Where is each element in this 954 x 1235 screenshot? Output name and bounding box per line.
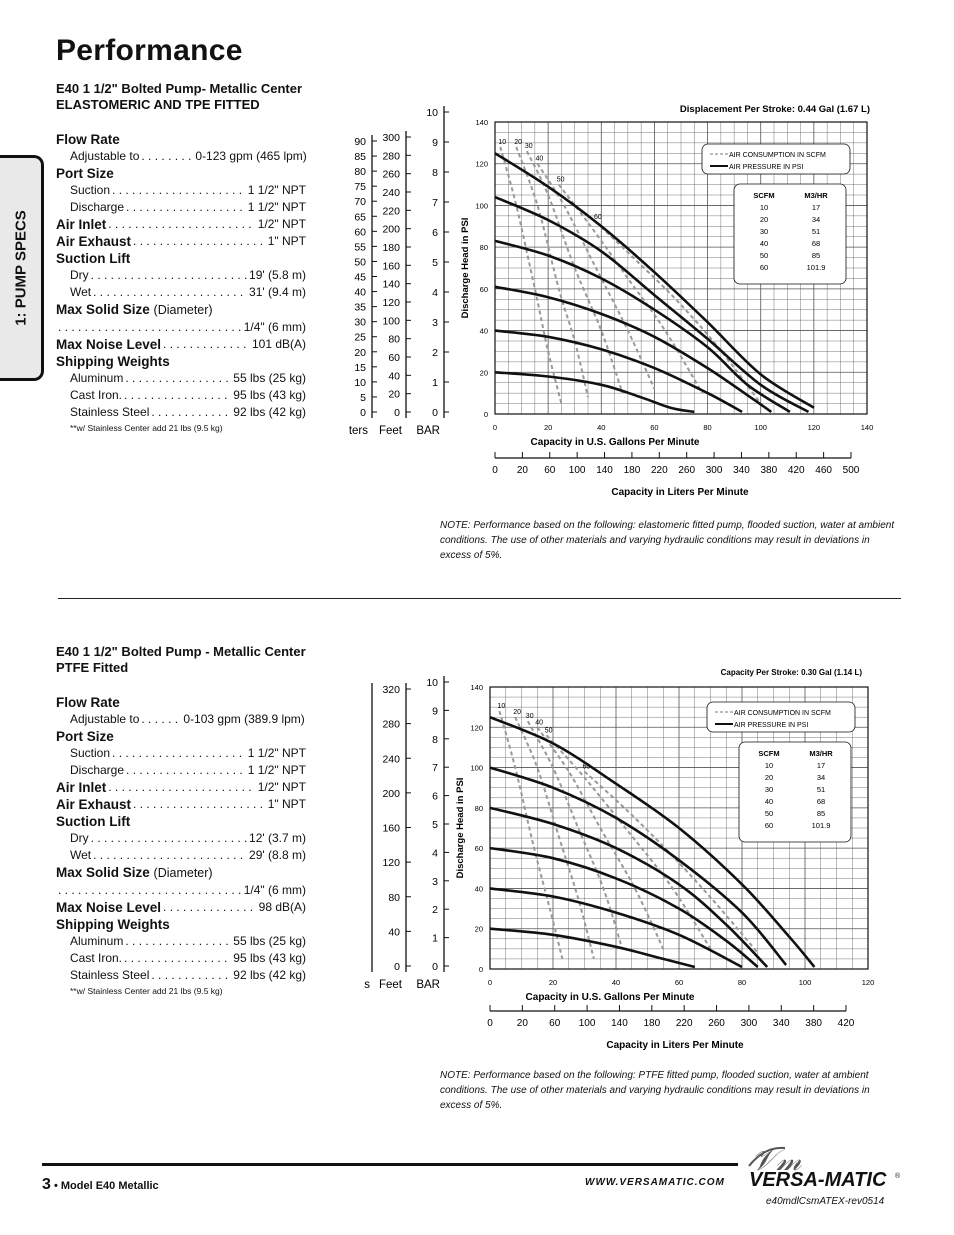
shipping-heading: Shipping Weights (56, 354, 170, 369)
unit-tick-label: 10 (426, 677, 438, 689)
unit-tick-label: 0 (394, 961, 400, 973)
air-curve-label: 20 (514, 139, 523, 147)
x-tick-label: 60 (650, 423, 659, 432)
unit-tick-label: 20 (388, 388, 400, 401)
table-header: M3/HR (804, 191, 828, 200)
unit-tick-label: 40 (388, 926, 400, 939)
unit-tick-label: 180 (382, 242, 400, 254)
unit-tick-label: 10 (354, 376, 366, 389)
liters-tick-label: 140 (611, 1018, 628, 1029)
spec-row: Air Inlet . . . 1/2" NPT (56, 216, 306, 233)
chart-title: Capacity Per Stroke: 0.30 Gal (1.14 L) (720, 668, 862, 677)
unit-tick-label: 200 (382, 787, 400, 800)
unit-tick-label: 260 (382, 168, 400, 181)
x-tick-label: 40 (611, 978, 621, 987)
unit-tick-label: 120 (382, 297, 400, 309)
port-size-heading: Port Size (56, 729, 114, 744)
spec-heading: E40 1 1/2" Bolted Pump- Metallic Center (56, 81, 303, 96)
table-cell: 40 (759, 239, 769, 248)
unit-tick-label: 30 (354, 316, 366, 329)
unit-tick-label: 280 (382, 718, 400, 731)
table-cell: 101.9 (811, 821, 831, 830)
unit-tick-label: 20 (354, 346, 366, 359)
spec-heading: E40 1 1/2" Bolted Pump - Metallic Center (56, 644, 306, 659)
spec-row: Cast Iron. . . . 95 lbs (43 kg) (56, 387, 306, 404)
table-cell: 34 (811, 215, 821, 224)
y-axis-label: Discharge Head in PSI (455, 777, 466, 879)
y-tick-label: 60 (479, 284, 488, 294)
spec-block-2: E40 1 1/2" Bolted Pump - Metallic Center PTFE Fitted Flow Rate Adjustable to . . . 0-103 gpm (389.9 lpm) Port Size Suction . . . 1 1/2" NPT Discharge . . . 1 1/2" NPT Air Inlet . . . 1/2" NPT Air Exhaust . . . 1" NPT Suction Lift Dry . . . 12' (3.7 m) Wet . . . 29' (8.8 m) Max Solid Size (Diameter) . . . 1/4" (6 mm) Max Noise Level . . . 98 dB(A) Shipping Weights Aluminum . . . 55 lbs (25 kg) Cast Iron. . . . 95 lbs (43 kg) Stainless Steel . . . 92 lbs (42 kg) **w/ Stainless Center add 21 lbs (9.5 kg) (56, 644, 306, 998)
table-cell: 68 (816, 797, 826, 806)
liters-tick-label: 180 (643, 1018, 661, 1029)
spec-row: Air Inlet . . . 1/2" NPT (56, 779, 306, 796)
y-tick-label: 80 (479, 243, 488, 253)
svg-text:VERSA-MATIC: VERSA-MATIC (749, 1169, 887, 1191)
unit-tick-label: 55 (354, 241, 366, 254)
unit-tick-label: 140 (382, 278, 400, 291)
unit-tick-label: 3 (432, 317, 438, 329)
spec-row: Stainless Steel . . . 92 lbs (42 kg) (56, 404, 306, 421)
unit-tick-label: 300 (382, 132, 400, 144)
spec-row: Dry . . . 12' (3.7 m) (56, 830, 306, 847)
unit-tick-label: 220 (382, 205, 400, 218)
section-tab (0, 155, 44, 381)
unit-tick-label: 8 (432, 167, 438, 179)
table-cell: 101.9 (806, 263, 826, 272)
liters-tick-label: 60 (549, 1018, 561, 1029)
air-curve-label: 30 (524, 143, 533, 151)
table-cell: 34 (816, 773, 826, 782)
air-consumption-curve (500, 147, 561, 404)
svg-text:®: ® (895, 1173, 901, 1180)
x-axis-label: Capacity in U.S. Gallons Per Minute (530, 437, 700, 448)
air-pressure-curve (495, 372, 694, 412)
unit-tick-label: 45 (354, 271, 366, 284)
x-tick-label: 140 (860, 423, 874, 432)
unit-tick-label: 160 (382, 822, 400, 835)
liters-tick-label: 100 (568, 465, 586, 476)
footer-page-number: 3 • Model E40 Metallic (42, 1176, 159, 1193)
liters-tick-label: 420 (837, 1018, 855, 1029)
unit-tick-label: 80 (388, 891, 400, 904)
unit-tick-label: 85 (354, 151, 366, 164)
unit-tick-label: 6 (432, 227, 438, 239)
spec-row: Air Exhaust . . . 1" NPT (56, 796, 306, 813)
unit-tick-label: 15 (354, 361, 366, 374)
unit-tick-label: 0 (432, 961, 438, 973)
liters-tick-label: 220 (650, 465, 668, 476)
x-tick-label: 120 (861, 978, 875, 987)
flow-rate-heading: Flow Rate (56, 132, 120, 147)
air-curve-label: 50 (556, 176, 565, 184)
unit-tick-label: 320 (382, 684, 400, 696)
spec-row: Dry . . . 19' (5.8 m) (56, 267, 306, 284)
performance-chart-1 (330, 100, 890, 510)
unit-tick-label: 9 (432, 137, 438, 149)
port-size-heading: Port Size (56, 166, 114, 181)
spec-row: Wet . . . 31' (9.4 m) (56, 284, 306, 301)
unit-tick-label: 8 (432, 733, 438, 746)
liters-tick-label: 60 (544, 465, 556, 476)
y-tick-label: 0 (483, 410, 488, 419)
unit-tick-label: 25 (354, 331, 366, 344)
unit-tick-label: 160 (382, 260, 400, 273)
table-cell: 30 (764, 785, 774, 794)
liters-tick-label: 500 (842, 465, 860, 476)
table-cell: 60 (764, 821, 774, 830)
unit-tick-label: 40 (354, 286, 366, 299)
footer-url-link[interactable]: WWW.VERSAMATIC.COM (585, 1177, 725, 1188)
table-header: SCFM (753, 191, 775, 200)
liters-tick-label: 20 (516, 1018, 528, 1029)
unit-tick-label: 70 (354, 196, 366, 209)
section-divider (58, 598, 901, 599)
liters-axis-label: Capacity in Liters Per Minute (611, 487, 749, 498)
air-curve-label: 50 (544, 727, 553, 735)
table-cell: 30 (759, 227, 769, 236)
footnote: **w/ Stainless Center add 21 lbs (9.5 kg) (70, 423, 223, 433)
table-cell: 68 (811, 239, 821, 248)
spec-subheading: ELASTOMERIC AND TPE FITTED (56, 97, 260, 112)
table-cell: 50 (759, 251, 769, 260)
liters-axis-label: Capacity in Liters Per Minute (606, 1040, 744, 1051)
legend-label: AIR CONSUMPTION IN SCFM (729, 152, 826, 159)
x-axis-label: Capacity in U.S. Gallons Per Minute (525, 992, 695, 1003)
unit-tick-label: 280 (382, 150, 400, 163)
unit-tick-label: 4 (432, 287, 438, 299)
y-tick-label: 100 (475, 201, 488, 211)
air-pressure-curve (495, 331, 742, 412)
air-curve-label: 30 (525, 713, 534, 721)
spec-row: Air Exhaust . . . 1" NPT (56, 233, 306, 250)
x-tick-label: 100 (754, 423, 767, 432)
unit-tick-label: 0 (394, 407, 400, 419)
unit-tick-label: 100 (382, 315, 400, 328)
liters-tick-label: 300 (705, 465, 723, 476)
section-tab-label: 1: PUMP SPECS (12, 210, 29, 326)
table-cell: 17 (816, 761, 826, 770)
liters-tick-label: 340 (733, 465, 750, 476)
suction-lift-heading: Suction Lift (56, 251, 131, 266)
spec-row: Wet . . . 29' (8.8 m) (56, 847, 306, 864)
y-tick-label: 140 (470, 683, 483, 692)
table-cell: 20 (764, 773, 774, 782)
air-pressure-curve (490, 929, 695, 967)
x-tick-label: 80 (737, 978, 747, 987)
liters-tick-label: 260 (708, 1018, 725, 1029)
scfm-table-box (739, 742, 851, 842)
x-tick-label: 40 (597, 423, 606, 432)
unit-tick-label: 90 (354, 136, 366, 148)
y-axis-label: Discharge Head in PSI (460, 217, 471, 319)
unit-tick-label: 1 (432, 932, 438, 945)
y-tick-label: 20 (474, 924, 483, 934)
max-solid-heading: Max Solid Size (56, 865, 150, 880)
table-cell: 85 (816, 809, 826, 818)
unit-tick-label: 2 (432, 347, 438, 359)
table-cell: 40 (764, 797, 774, 806)
spec-row: Max Noise Level . . . 98 dB(A) (56, 899, 306, 916)
x-tick-label: 0 (492, 423, 498, 432)
versa-matic-logo (745, 1140, 905, 1196)
spec-row: Aluminum . . . 55 lbs (25 kg) (56, 370, 306, 387)
spec-row: Max Noise Level . . . 101 dB(A) (56, 336, 306, 353)
table-cell: 20 (759, 215, 769, 224)
liters-tick-label: 20 (516, 465, 528, 476)
table-cell: 60 (759, 263, 769, 272)
y-tick-label: 120 (470, 723, 483, 733)
liters-tick-label: 180 (623, 465, 641, 476)
liters-tick-label: 300 (740, 1018, 758, 1029)
chart-title: Displacement Per Stroke: 0.44 Gal (1.67 L) (679, 104, 870, 115)
unit-tick-label: 1 (432, 377, 438, 389)
y-tick-label: 120 (475, 159, 488, 169)
suction-lift-heading: Suction Lift (56, 814, 131, 829)
spec-block-1: E40 1 1/2" Bolted Pump- Metallic Center ELASTOMERIC AND TPE FITTED Flow Rate Adjustable to . . . 0-123 gpm (465 lpm) Port Size Suction . . . 1 1/2" NPT Discharge . . . 1 1/2" NPT Air Inlet . . . 1/2" NPT Air Exhaust . . . 1" NPT Suction Lift Dry . . . 19' (5.8 m) Wet . . . 31' (9.4 m) Max Solid Size (Diameter) . . . 1/4" (6 mm) Max Noise Level . . . 101 dB(A) Shipping Weights Aluminum . . . 55 lbs (25 kg) Cast Iron. . . . 95 lbs (43 kg) Stainless Steel . . . 92 lbs (42 kg) **w/ Stainless Center add 21 lbs (9.5 kg) (56, 81, 306, 435)
shipping-heading: Shipping Weights (56, 917, 170, 932)
spec-row: Suction . . . 1 1/2" NPT (56, 745, 306, 762)
unit-tick-label: 0 (432, 407, 438, 419)
liters-tick-label: 140 (596, 465, 613, 476)
unit-tick-label: 5 (432, 257, 438, 269)
spec-subheading: PTFE Fitted (56, 660, 129, 675)
table-cell: 51 (816, 785, 826, 794)
spec-row: Discharge . . . 1 1/2" NPT (56, 199, 306, 216)
spec-row: Adjustable to . . . 0-123 gpm (465 lpm) (56, 148, 306, 165)
table-cell: 51 (811, 227, 821, 236)
table-header: M3/HR (809, 749, 833, 758)
air-curve-label: 40 (535, 155, 544, 163)
liters-tick-label: 460 (815, 465, 832, 476)
liters-tick-label: 0 (487, 1018, 493, 1029)
unit-tick-label: 65 (354, 211, 366, 224)
table-cell: 85 (811, 251, 821, 260)
air-curve-label: 10 (498, 139, 507, 147)
legend-label: AIR PRESSURE IN PSI (729, 164, 804, 171)
max-solid-heading: Max Solid Size (56, 302, 150, 317)
scfm-table-box (734, 184, 846, 284)
table-cell: 50 (764, 809, 774, 818)
unit-tick-label: 6 (432, 790, 438, 803)
liters-tick-label: 100 (578, 1018, 596, 1029)
unit-axis-label: s (364, 979, 370, 991)
unit-tick-label: 5 (360, 391, 366, 404)
y-tick-label: 40 (474, 884, 483, 894)
liters-tick-label: 420 (787, 465, 805, 476)
spec-row: . . . 1/4" (6 mm) (56, 882, 306, 899)
unit-tick-label: 5 (432, 819, 438, 831)
unit-axis-label: Feet (378, 979, 402, 991)
liters-tick-label: 220 (675, 1018, 693, 1029)
page-title: Performance (56, 34, 243, 67)
table-cell: 10 (759, 203, 769, 212)
x-tick-label: 60 (674, 978, 684, 987)
unit-tick-label: 7 (432, 197, 438, 209)
x-tick-label: 120 (807, 423, 821, 432)
unit-tick-label: 60 (354, 226, 366, 239)
unit-tick-label: 0 (360, 407, 366, 419)
unit-tick-label: 10 (426, 107, 438, 119)
unit-tick-label: 3 (432, 875, 438, 888)
air-curve-label: 20 (513, 709, 521, 717)
air-curve-label: 10 (497, 703, 506, 711)
unit-tick-label: 240 (382, 753, 400, 766)
unit-tick-label: 60 (388, 352, 400, 364)
unit-tick-label: 35 (354, 301, 366, 314)
unit-axis-label: BAR (416, 425, 440, 437)
unit-axis-label: BAR (416, 979, 440, 991)
spec-row: Adjustable to . . . 0-103 gpm (389.9 lpm) (56, 711, 306, 728)
unit-axis-label: ters (348, 425, 368, 437)
legend-label: AIR PRESSURE IN PSI (734, 722, 809, 729)
y-tick-label: 20 (479, 368, 488, 378)
unit-tick-label: 120 (382, 857, 400, 870)
y-tick-label: 0 (478, 965, 483, 974)
footnote: **w/ Stainless Center add 21 lbs (9.5 kg) (70, 986, 223, 996)
flow-rate-heading: Flow Rate (56, 695, 120, 710)
y-tick-label: 80 (474, 803, 483, 813)
spec-row: Suction . . . 1 1/2" NPT (56, 182, 306, 199)
unit-tick-label: 4 (432, 847, 438, 860)
spec-row: . . . 1/4" (6 mm) (56, 319, 306, 336)
svg-text:𝒱𝓂: 𝒱𝓂 (751, 1144, 802, 1177)
performance-note-2: NOTE: Performance based on the following: PTFE fitted pump, flooded suction, water at ambient conditions. The use of other materials and varying hydraulic conditions may result in deviations in excess of 5%. (440, 1070, 870, 1111)
liters-tick-label: 380 (760, 465, 778, 476)
unit-tick-label: 2 (432, 904, 438, 917)
x-tick-label: 20 (548, 978, 558, 987)
unit-tick-label: 80 (354, 166, 366, 179)
performance-chart-2 (330, 665, 890, 1060)
liters-tick-label: 260 (678, 465, 696, 476)
table-header: SCFM (758, 749, 780, 758)
air-curve-label: 40 (535, 719, 544, 727)
footer-rule (42, 1163, 738, 1166)
x-tick-label: 80 (703, 423, 712, 432)
y-tick-label: 60 (474, 844, 483, 854)
y-tick-label: 100 (470, 763, 483, 773)
document-id: e40mdlCsmATEX-rev0514 (766, 1196, 885, 1207)
air-curve-label: 60 (593, 214, 602, 222)
spec-row: Discharge . . . 1 1/2" NPT (56, 762, 306, 779)
liters-tick-label: 380 (805, 1018, 822, 1029)
y-tick-label: 140 (475, 118, 488, 127)
y-tick-label: 40 (479, 326, 488, 336)
air-consumption-curve (585, 772, 758, 953)
unit-tick-label: 40 (388, 370, 400, 383)
x-tick-label: 100 (798, 978, 812, 987)
liters-tick-label: 340 (772, 1018, 790, 1029)
unit-tick-label: 80 (388, 333, 400, 346)
table-cell: 17 (811, 203, 821, 212)
air-curve-label: 60 (582, 763, 591, 771)
unit-tick-label: 9 (432, 705, 438, 718)
unit-tick-label: 200 (382, 223, 400, 236)
spec-row: Aluminum . . . 55 lbs (25 kg) (56, 933, 306, 950)
spec-row: Cast Iron. . . . 95 lbs (43 kg) (56, 950, 306, 967)
x-tick-label: 0 (487, 978, 493, 987)
unit-tick-label: 240 (382, 187, 400, 199)
performance-note-1: NOTE: Performance based on the following: elastomeric fitted pump, flooded suction, water at ambient conditions. The use of other materials and varying hydraulic conditions may result in deviations in excess of 5%. (440, 520, 895, 561)
unit-axis-label: Feet (378, 425, 402, 437)
unit-tick-label: 50 (354, 256, 366, 269)
legend-label: AIR CONSUMPTION IN SCFM (734, 710, 831, 717)
x-tick-label: 20 (543, 423, 553, 432)
liters-tick-label: 0 (492, 465, 498, 476)
unit-tick-label: 75 (354, 181, 366, 194)
unit-tick-label: 7 (432, 762, 438, 775)
spec-row: Stainless Steel . . . 92 lbs (42 kg) (56, 967, 306, 984)
table-cell: 10 (764, 761, 774, 770)
